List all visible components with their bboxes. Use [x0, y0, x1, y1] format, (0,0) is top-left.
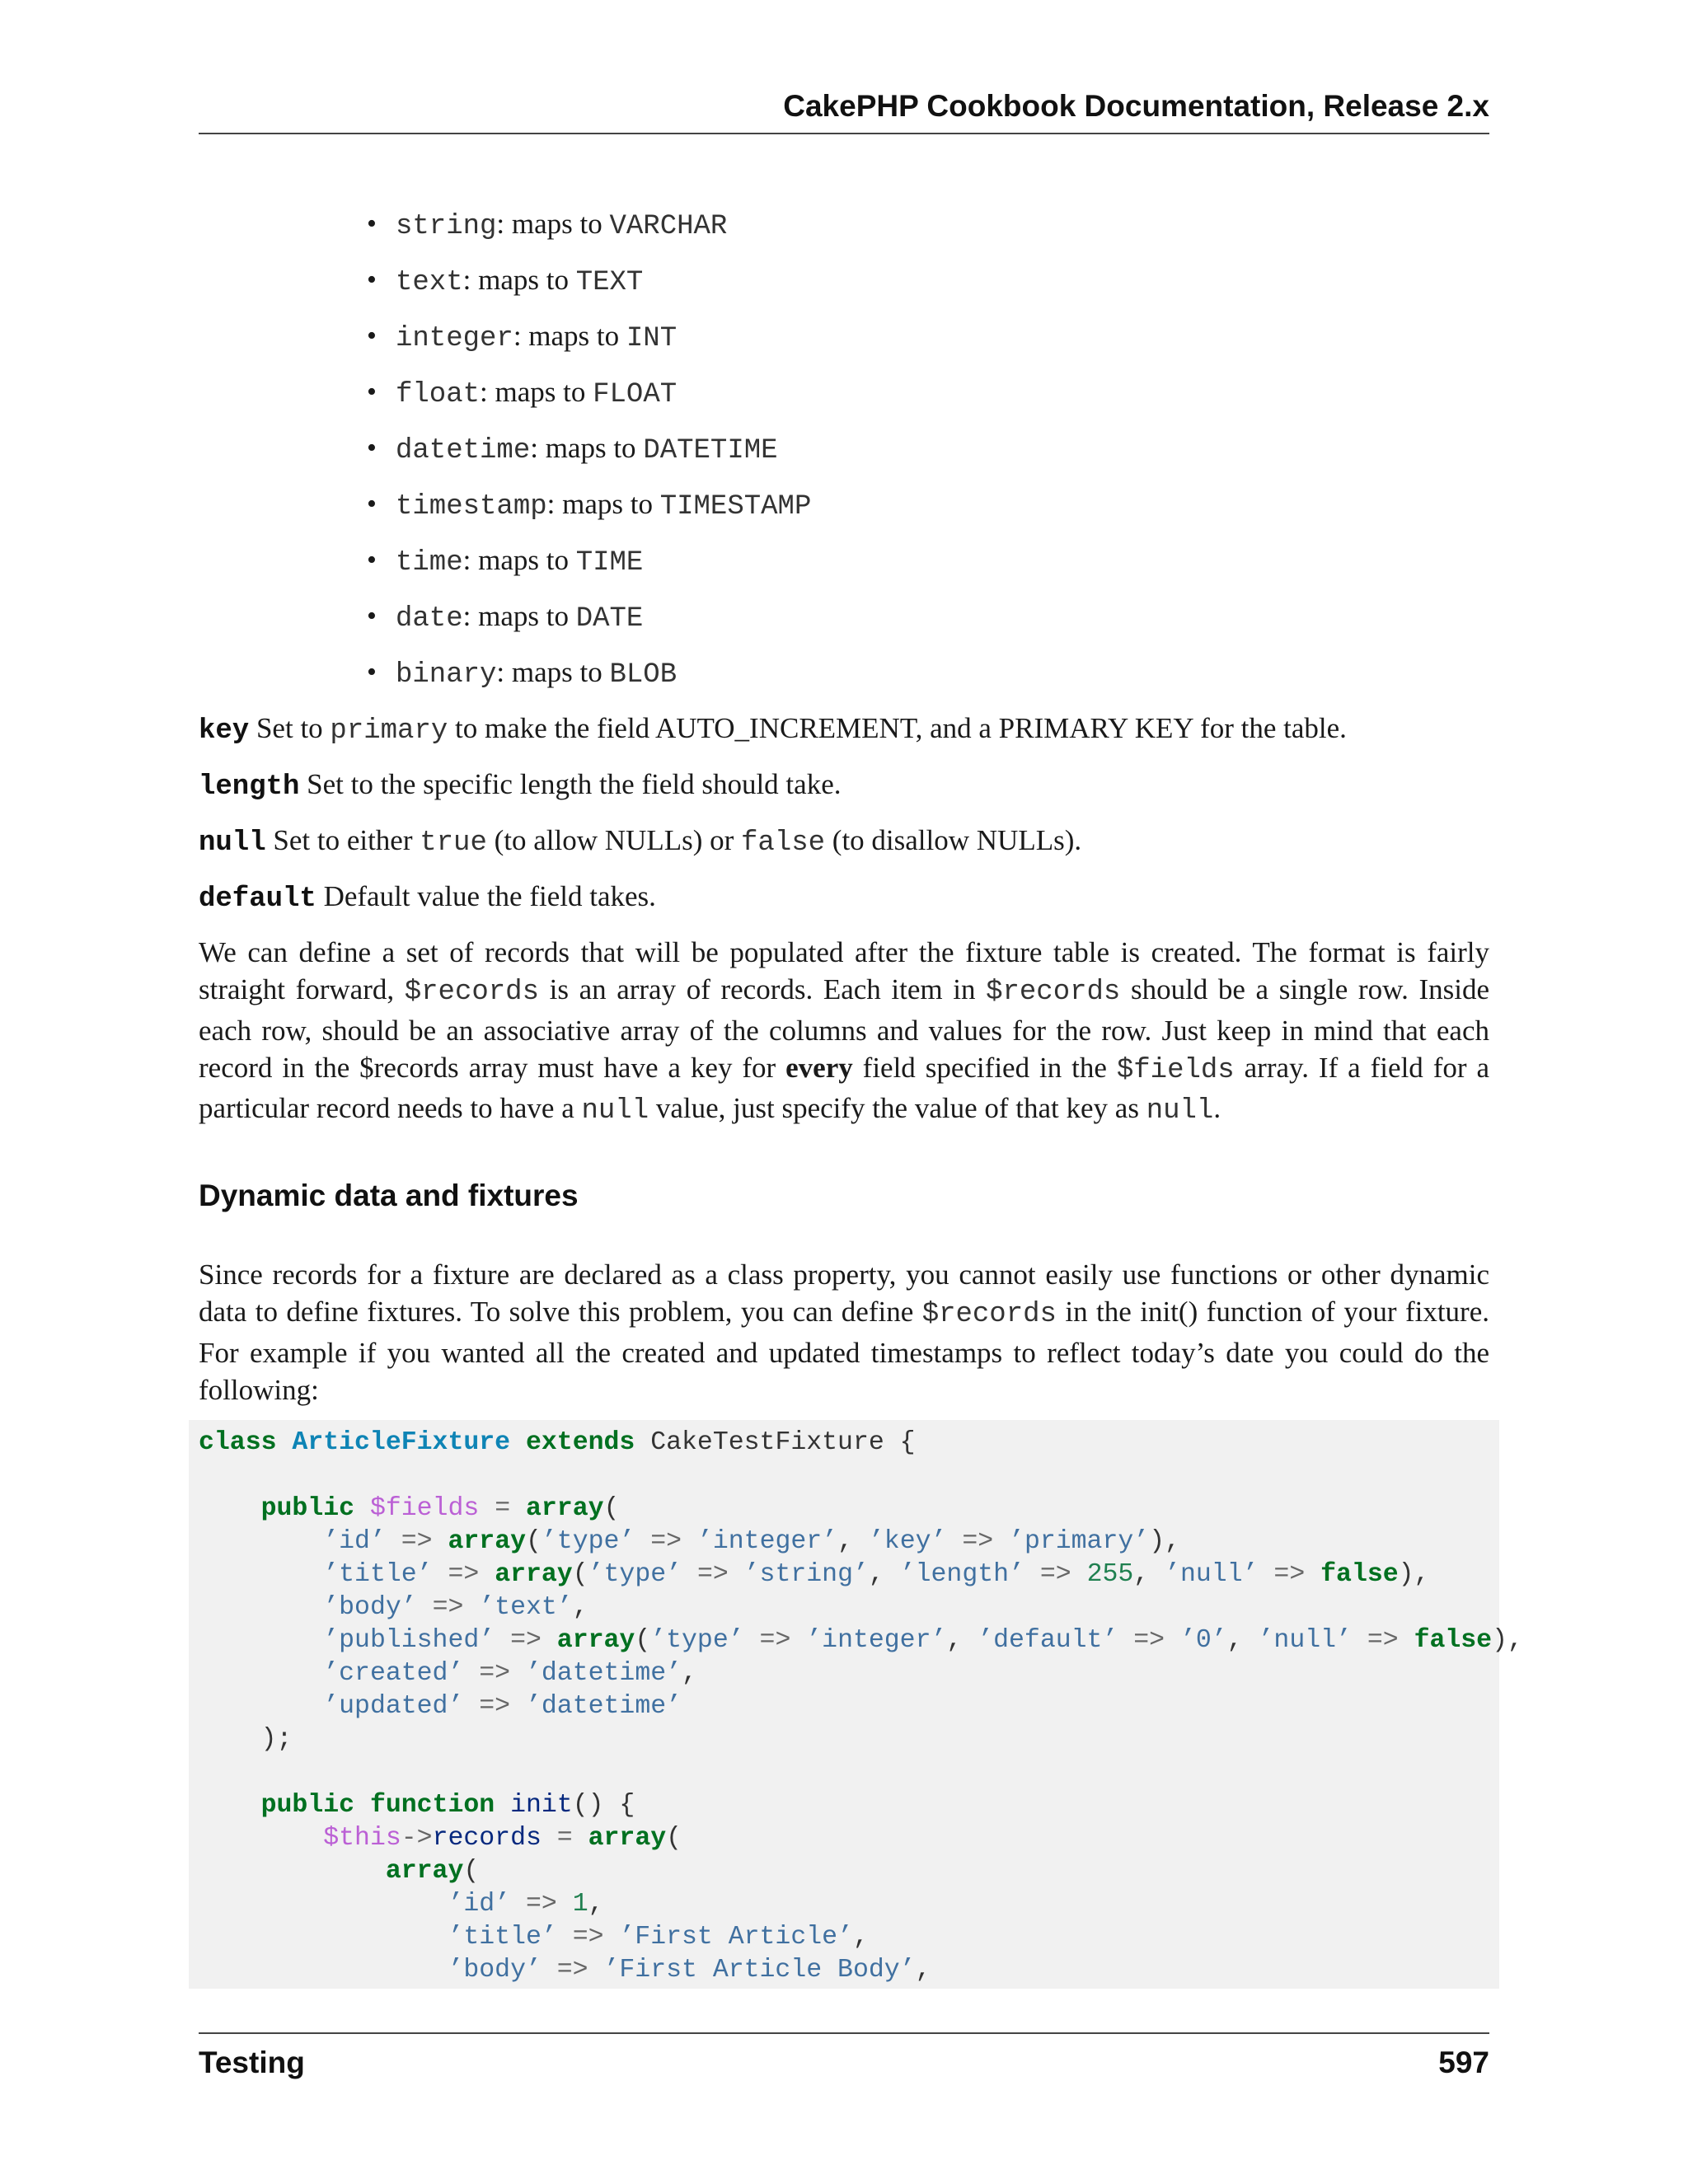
code-token: => [432, 1593, 464, 1622]
definition-term: length [199, 771, 300, 803]
code-token [1025, 1560, 1040, 1589]
definition-text: Set to either [265, 824, 420, 856]
code-token: ), [1492, 1626, 1523, 1655]
inline-code: $records [986, 977, 1121, 1009]
code-line [199, 1822, 1523, 1855]
code-token [1071, 1560, 1087, 1589]
code-token: ’First Article Body’ [603, 1956, 916, 1985]
code-token [588, 1956, 604, 1985]
sql-type: INT [626, 323, 678, 354]
code-token: => [556, 1956, 588, 1985]
field-type: integer [396, 323, 513, 354]
field-type: float [396, 379, 481, 410]
bullet-icon: • [367, 601, 377, 631]
code-token: ’primary’ [1009, 1527, 1150, 1556]
code-token: ( [572, 1560, 588, 1589]
code-token [199, 1956, 448, 1985]
code-token [199, 1494, 261, 1523]
definition-default [199, 877, 1489, 933]
mapping-text: : maps to [462, 264, 576, 296]
code-token: ’string’ [743, 1560, 869, 1589]
sql-type: BLOB [609, 659, 678, 691]
code-token [557, 1890, 573, 1919]
definition-length [199, 765, 1489, 821]
code-block [189, 1420, 1523, 1989]
code-token: 255 [1086, 1560, 1134, 1589]
code-line [199, 1558, 1523, 1591]
sql-type: VARCHAR [609, 211, 728, 242]
definition-term: default [199, 883, 316, 915]
code-token: ’type’ [588, 1560, 682, 1589]
code-token: => [525, 1890, 557, 1919]
code-token: false [1320, 1560, 1399, 1589]
code-token: ’body’ [448, 1956, 542, 1985]
paragraph-text: array. If a field for a particular record needs to have a [199, 1051, 1490, 1125]
code-token: => [479, 1692, 511, 1721]
code-token: ’default’ [978, 1626, 1118, 1655]
code-token [790, 1626, 806, 1655]
code-token: => [572, 1923, 604, 1952]
code-token [510, 1659, 526, 1688]
code-token: ’0’ [1179, 1626, 1227, 1655]
inline-code: null [581, 1095, 649, 1127]
code-token [199, 1857, 386, 1886]
code-token: ’datetime’ [526, 1692, 682, 1721]
paragraph-text: field specified in the [852, 1051, 1117, 1084]
code-token [417, 1593, 433, 1622]
code-line [199, 1855, 1523, 1888]
code-token [542, 1956, 557, 1985]
field-type: string [396, 211, 497, 242]
code-token: array [588, 1824, 667, 1853]
code-token [433, 1560, 448, 1589]
paragraph-text: should be a single row. Inside each row, should be an associative array of the columns and values for the row. Just keep in mind that each record in the $records array must have a key for [199, 973, 1489, 1084]
sql-type: FLOAT [593, 379, 678, 410]
code-token: ), [1149, 1527, 1180, 1556]
code-token: , [682, 1659, 697, 1688]
definition-text: to make the field AUTO_INCREMENT, and a PRIMARY KEY for the table. [448, 712, 1347, 744]
code-line [199, 1954, 1523, 1987]
sql-type: TIME [575, 547, 644, 579]
code-token [463, 1659, 479, 1688]
inline-code: $records [921, 1299, 1057, 1331]
code-token [542, 1626, 557, 1655]
paragraph-text: is an array of records. Each item in [538, 973, 987, 1006]
code-line [199, 1723, 1523, 1756]
code-token [277, 1428, 293, 1457]
code-token: ( [635, 1626, 651, 1655]
code-token: => [1133, 1626, 1165, 1655]
code-token [199, 1791, 261, 1820]
bullet-icon: • [367, 433, 377, 463]
code-token [199, 1560, 323, 1589]
code-token: ’type’ [541, 1527, 635, 1556]
code-token [1305, 1560, 1320, 1589]
dynamic-data-paragraph [199, 1256, 1489, 1408]
code-token [510, 1494, 526, 1523]
code-token: => [401, 1527, 433, 1556]
bullet-icon: • [367, 265, 377, 295]
code-token [1352, 1626, 1367, 1655]
code-token: 1 [572, 1890, 588, 1919]
code-listing [199, 1427, 1523, 1987]
sql-type: DATE [575, 603, 644, 635]
code-token: function [369, 1791, 495, 1820]
code-token [510, 1428, 526, 1457]
code-token: CakeTestFixture { [635, 1428, 916, 1457]
code-token [199, 1527, 323, 1556]
mapping-text: : maps to [513, 320, 626, 352]
code-token [463, 1692, 479, 1721]
bullet-icon: • [367, 545, 377, 575]
code-line [199, 1460, 1523, 1493]
code-token: , [837, 1527, 869, 1556]
field-type: datetime [396, 435, 531, 466]
code-token: ’body’ [323, 1593, 417, 1622]
code-token: -> [401, 1824, 433, 1853]
field-options-list [199, 709, 1489, 933]
bullet-icon: • [367, 489, 377, 519]
code-token: = [556, 1824, 573, 1853]
code-token [1118, 1626, 1133, 1655]
definition-null [199, 821, 1489, 877]
code-token: ’null’ [1165, 1560, 1259, 1589]
code-token [510, 1890, 526, 1919]
code-token [199, 1890, 448, 1919]
footer-rule [199, 2032, 1489, 2034]
code-token [199, 1824, 323, 1853]
code-token: => [1367, 1626, 1399, 1655]
field-type: date [396, 603, 463, 635]
code-token: => [759, 1626, 791, 1655]
code-token: ’First Article’ [619, 1923, 853, 1952]
code-token [479, 1494, 495, 1523]
code-token: => [479, 1659, 511, 1688]
mapping-text: : maps to [480, 376, 593, 408]
code-token [729, 1560, 744, 1589]
mapping-text: : maps to [530, 432, 644, 464]
code-token: ’created’ [323, 1659, 464, 1688]
code-token [199, 1692, 323, 1721]
code-token: => [510, 1626, 542, 1655]
sql-type: DATETIME [643, 435, 778, 466]
code-token [573, 1824, 588, 1853]
code-token: class [199, 1428, 277, 1457]
definition-key [199, 709, 1489, 765]
code-token: ArticleFixture [292, 1428, 511, 1457]
code-token: ( [463, 1857, 480, 1886]
code-token [946, 1527, 962, 1556]
code-token: array [385, 1857, 464, 1886]
code-token: , [915, 1956, 931, 1985]
definition-term: null [199, 827, 266, 859]
sql-type: TEXT [575, 267, 644, 298]
header-rule [199, 133, 1489, 134]
code-token [1259, 1560, 1274, 1589]
code-token: => [696, 1560, 729, 1589]
code-token [199, 1593, 323, 1622]
code-token [557, 1923, 573, 1952]
code-line [199, 1493, 1523, 1526]
code-line [199, 1690, 1523, 1723]
sql-type: TIMESTAMP [659, 491, 812, 523]
code-token: array [495, 1560, 573, 1589]
code-token [542, 1824, 557, 1853]
section-heading: Dynamic data and fixtures [199, 1179, 579, 1212]
code-token: ’type’ [650, 1626, 744, 1655]
code-token: ’updated’ [323, 1692, 464, 1721]
code-token [635, 1527, 650, 1556]
code-token: array [448, 1527, 526, 1556]
paragraph-text: Since records for a fixture are declared as a class property, you cannot easily use functions or other dynamic data to define fixtures. To solve this problem, you can define [199, 1258, 1489, 1329]
inline-code: primary [330, 715, 448, 747]
mapping-text: : maps to [546, 488, 660, 520]
code-token: ’title’ [448, 1923, 557, 1952]
code-token: ( [666, 1824, 682, 1853]
code-token: , [868, 1560, 900, 1589]
definition-term: key [199, 715, 250, 747]
running-header-title: CakePHP Cookbook Documentation, Release 2.x [783, 89, 1489, 123]
code-token: records [432, 1824, 542, 1853]
code-token: array [526, 1494, 604, 1523]
code-token: = [495, 1494, 511, 1523]
code-token: ’length’ [899, 1560, 1025, 1589]
mapping-text: : maps to [462, 544, 576, 576]
definition-text: (to disallow NULLs). [825, 824, 1082, 856]
code-line [199, 1526, 1523, 1558]
code-line [199, 1789, 1523, 1822]
code-token: public [260, 1791, 355, 1820]
code-token: ’id’ [448, 1890, 511, 1919]
code-line [199, 1888, 1523, 1921]
code-token [1165, 1626, 1180, 1655]
code-token: ’integer’ [806, 1626, 947, 1655]
mapping-text: : maps to [462, 600, 576, 632]
paragraph-text: value, just specify the value of that key as [649, 1092, 1146, 1125]
code-token: => [962, 1527, 994, 1556]
inline-code: true [420, 827, 487, 859]
code-token: () { [572, 1791, 635, 1820]
code-token: , [588, 1890, 604, 1919]
code-token: ’title’ [323, 1560, 433, 1589]
code-token: ( [603, 1494, 620, 1523]
code-token: false [1414, 1626, 1493, 1655]
code-token: , [1133, 1560, 1165, 1589]
code-token [604, 1923, 620, 1952]
footer-section-name: Testing [199, 2046, 305, 2079]
mapping-text: : maps to [496, 208, 610, 240]
code-token: ’published’ [323, 1626, 495, 1655]
field-type: text [396, 267, 463, 298]
code-line [199, 1591, 1523, 1624]
code-token: ( [526, 1527, 542, 1556]
code-token [510, 1692, 526, 1721]
code-token: $this [323, 1824, 401, 1853]
inline-code: null [1146, 1095, 1214, 1127]
bullet-icon: • [367, 657, 377, 687]
code-token: $fields [369, 1494, 480, 1523]
inline-code: $records [404, 977, 539, 1009]
code-token: public [260, 1494, 355, 1523]
code-line [199, 1427, 1523, 1460]
code-token: => [1273, 1560, 1306, 1589]
code-token: ’text’ [479, 1593, 573, 1622]
code-token: => [1039, 1560, 1071, 1589]
code-token: => [650, 1527, 682, 1556]
paragraph-text: We can define a set of records that will be populated after the fixture table is created. The format is fairly straight forward, [199, 936, 1489, 1006]
code-token: ’datetime’ [526, 1659, 682, 1688]
code-token: array [556, 1626, 635, 1655]
records-paragraph [199, 934, 1489, 1130]
code-token: init [510, 1791, 573, 1820]
code-token: , [946, 1626, 978, 1655]
code-token [199, 1923, 448, 1952]
code-token: , [852, 1923, 869, 1952]
code-token: ’key’ [868, 1527, 947, 1556]
code-token [199, 1659, 323, 1688]
code-token [682, 1560, 697, 1589]
definition-text: Set to the specific length the field should take. [299, 768, 842, 800]
code-line [199, 1921, 1523, 1954]
code-token [199, 1626, 323, 1655]
code-token: ’null’ [1258, 1626, 1352, 1655]
paragraph-text: . [1213, 1092, 1221, 1125]
code-token: ’integer’ [696, 1527, 838, 1556]
code-token: , [572, 1593, 588, 1622]
field-type: time [396, 547, 463, 579]
definition-text: (to allow NULLs) or [486, 824, 742, 856]
code-token: ), [1398, 1560, 1430, 1589]
inline-code: $fields [1116, 1054, 1235, 1086]
code-line [199, 1624, 1523, 1657]
code-token: extends [525, 1428, 635, 1457]
code-token [993, 1527, 1009, 1556]
code-token: , [1226, 1626, 1259, 1655]
bullet-icon: • [367, 209, 377, 239]
code-line [199, 1756, 1523, 1789]
definition-text: Default value the field takes. [316, 880, 656, 912]
bullet-icon: • [367, 377, 377, 407]
code-token [1399, 1626, 1414, 1655]
code-line [199, 1657, 1523, 1690]
field-type: timestamp [396, 491, 547, 523]
page-number: 597 [1438, 2046, 1489, 2079]
emphasis-text: every [785, 1051, 853, 1084]
code-token [354, 1791, 370, 1820]
mapping-text: : maps to [496, 656, 610, 688]
code-token [479, 1560, 495, 1589]
code-token [495, 1791, 510, 1820]
code-token: ); [199, 1725, 293, 1754]
field-type: binary [396, 659, 497, 691]
paragraph-text: in the init() function of your fixture. For example if you wanted all the created and updated timestamps to reflect today’s date you could do the following: [199, 1296, 1489, 1406]
bullet-icon: • [367, 321, 377, 351]
code-token [463, 1593, 479, 1622]
code-token [354, 1494, 370, 1523]
code-token [744, 1626, 760, 1655]
definition-text: Set to [249, 712, 331, 744]
inline-code: false [741, 827, 826, 859]
code-token [386, 1527, 401, 1556]
code-token [682, 1527, 697, 1556]
code-token: ’id’ [323, 1527, 386, 1556]
code-token [433, 1527, 448, 1556]
code-token: => [448, 1560, 480, 1589]
code-token [495, 1626, 510, 1655]
